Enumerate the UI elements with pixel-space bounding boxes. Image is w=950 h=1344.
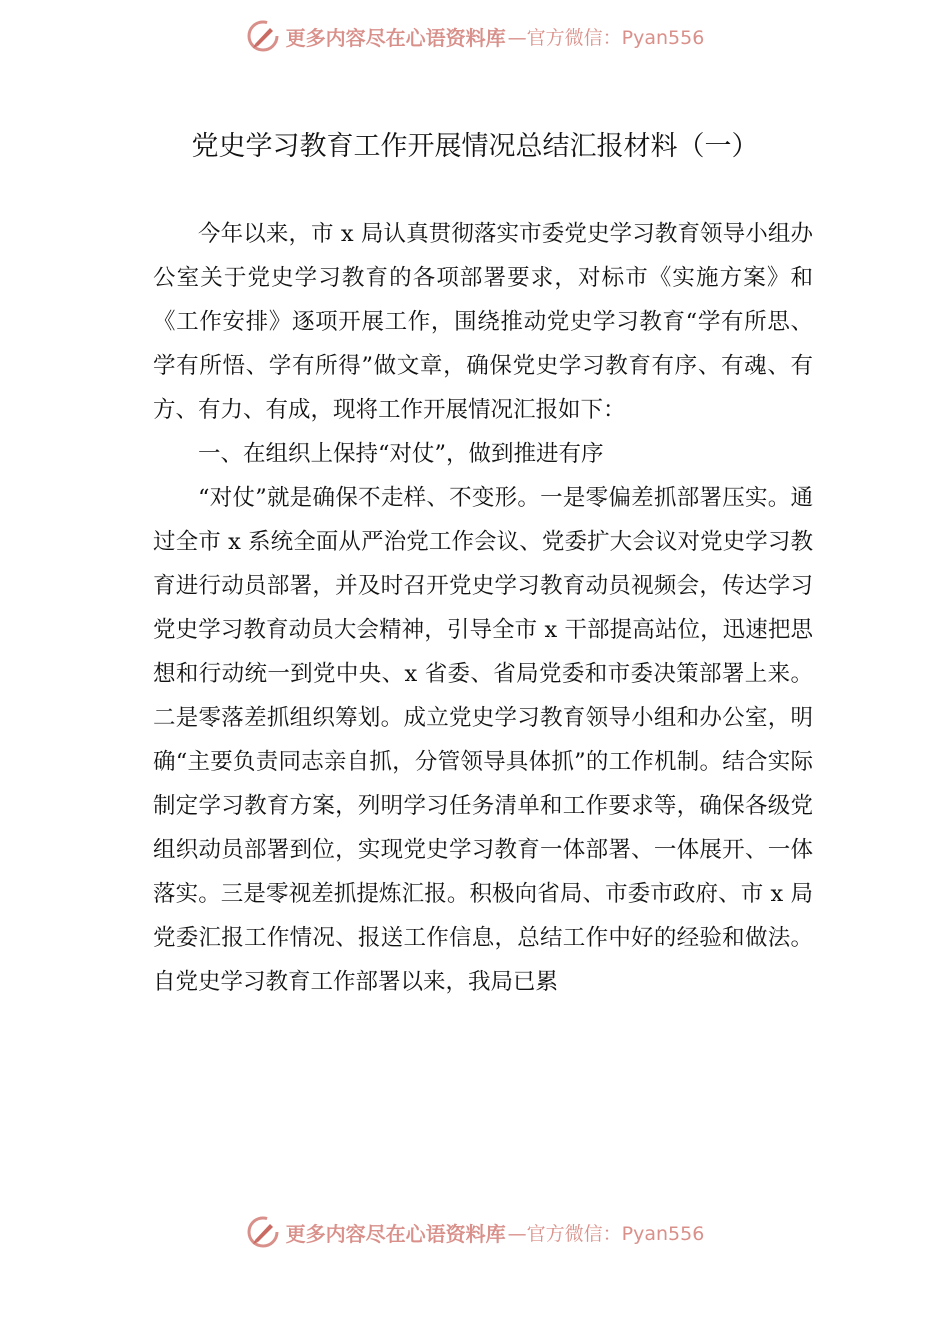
section-heading-1: 一、在组织上保持“对仗”，做到推进有序 [198, 441, 604, 467]
document-body [153, 212, 813, 1004]
footer-watermark-banner [0, 1212, 950, 1252]
brush-logo-icon [246, 19, 280, 53]
banner-contact-text: —官方微信：Pyan556 [507, 26, 705, 49]
banner-brand-text: 更多内容尽在心语资料库 [285, 1221, 506, 1246]
header-watermark-banner [0, 16, 950, 56]
document-title: 党史学习教育工作开展情况总结汇报材料（一） [191, 131, 759, 162]
banner-brand-text: 更多内容尽在心语资料库 [285, 25, 506, 50]
paragraph-intro: 今年以来，市 x 局认真贯彻落实市委党史学习教育领导小组办公室关于党史学习教育的各项部署要求，对标市《实施方案》和《工作安排》逐项开展工作，围绕推动党史学习教育“学有所思、学有所悟、学有所得”做文章，确保党史学习教育有序、有魂、有方、有力、有成，现将工作开展情况汇报如下： [153, 221, 813, 423]
banner-contact-text: —官方微信：Pyan556 [507, 1222, 705, 1245]
paragraph-section-1: “对仗”就是确保不走样、不变形。一是零偏差抓部署压实。通过全市 x 系统全面从严治党工作会议、党委扩大会议对党史学习教育进行动员部署，并及时召开党史学习教育动员视频会，传达学习党史学习教育动员大会精神，引导全市 x 干部提高站位，迅速把思想和行动统一到党中央、x 省委、省局党委和市委决策部署上来。二是零落差抓组织筹划。成立党史学习教育领导小组和办公室，明确“主要负责同志亲自抓，分管领导具体抓”的工作机制。结合实际制定学习教育方案，列明学习任务清单和工作要求等，确保各级党组织动员部署到位，实现党史学习教育一体部署、一体展开、一体落实。三是零视差抓提炼汇报。积极向省局、市委市政府、市 x 局党委汇报工作情况、报送工作信息，总结工作中好的经验和做法。自党史学习教育工作部署以来，我局已累 [153, 485, 813, 995]
brush-logo-icon [246, 1215, 280, 1249]
